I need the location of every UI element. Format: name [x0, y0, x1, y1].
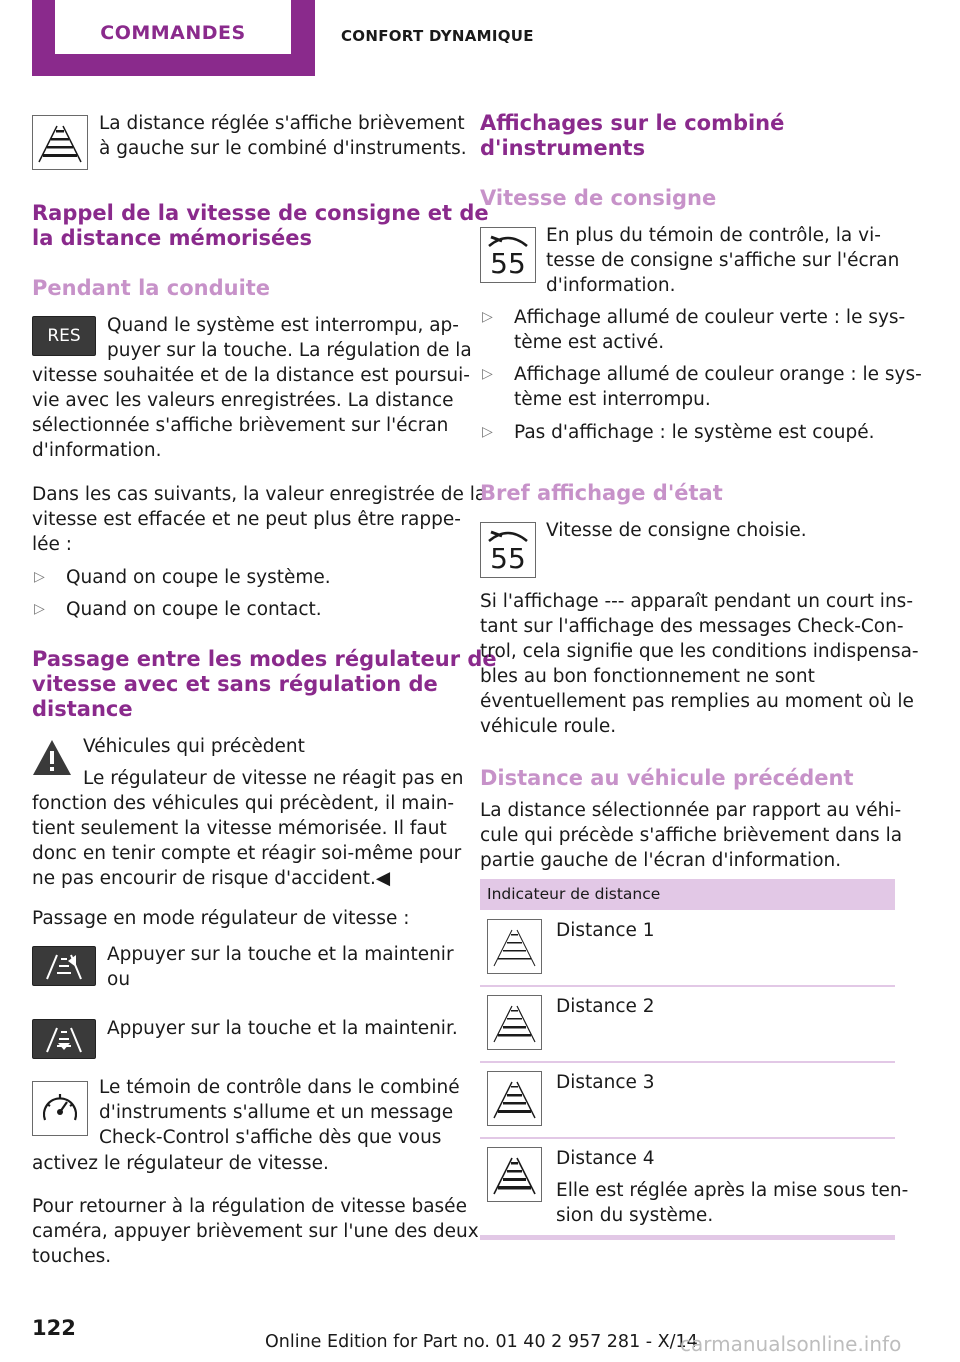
- table-divider: [480, 1061, 895, 1063]
- temoin-text-tail: activez le régulateur de vitesse.: [32, 1153, 329, 1174]
- si-line: éventuellement pas remplies au moment où le: [480, 691, 914, 712]
- distance-line: La distance sélectionnée par rapport au véhi-: [480, 800, 902, 821]
- list-line: tème est activé.: [514, 332, 665, 353]
- res-line: d'information.: [32, 440, 162, 461]
- cruise-mode-button-alt-icon: [32, 1019, 96, 1059]
- res-button-icon: [32, 316, 96, 356]
- cases-intro: [32, 482, 486, 557]
- heading-line: Rappel de la vitesse de consigne et de: [32, 201, 489, 225]
- chapter-tab-label[interactable]: COMMANDES: [100, 22, 246, 44]
- bullet-triangle-icon: ▷: [34, 569, 45, 585]
- heading-rappel: [32, 201, 489, 251]
- bref-text: Vitesse de consigne choisie.: [546, 520, 807, 541]
- retour-line: caméra, appuyer brièvement sur l'une des deux: [32, 1221, 479, 1242]
- res-line: puyer sur la touche. La régulation de la: [107, 340, 472, 361]
- list-item-text: [514, 362, 922, 412]
- bullet-triangle-icon: ▷: [482, 309, 493, 325]
- res-text-body: [32, 363, 470, 463]
- vitesse-text: [546, 223, 899, 298]
- table-header-label: Indicateur de distance: [487, 885, 661, 903]
- distance-2-icon: [487, 995, 542, 1050]
- heading-distance: Distance au véhicule précédent: [480, 766, 854, 790]
- list-item-text: [514, 305, 905, 355]
- cases-line: lée :: [32, 534, 73, 555]
- heading-conduite: Pendant la conduite: [32, 276, 271, 300]
- table-bottom-border: [480, 1235, 895, 1240]
- si-text: [480, 589, 919, 739]
- distance-3-icon: [487, 1071, 542, 1126]
- table-divider: [480, 1137, 895, 1139]
- distance-2-label: Distance 2: [556, 996, 655, 1017]
- intro-line: La distance réglée s'affiche brièvement: [99, 113, 465, 134]
- heading-bref: Bref affichage d'état: [480, 481, 723, 505]
- res-line: vitesse souhaitée et de la distance est poursui-: [32, 365, 470, 386]
- heading-affichages: [480, 111, 784, 161]
- res-text-head: [107, 313, 472, 363]
- set-speed-indicator-icon: [480, 227, 536, 283]
- list-line: Affichage allumé de couleur orange : le sys-: [514, 364, 922, 385]
- bullet-triangle-icon: ▷: [482, 424, 493, 440]
- cases-line: vitesse est effacée et ne peut plus être rappe-: [32, 509, 461, 530]
- distance-indicator-icon: [32, 115, 88, 170]
- speed-value: 55: [490, 542, 526, 575]
- warning-text-body: [32, 791, 461, 891]
- section-title: CONFORT DYNAMIQUE: [341, 27, 534, 45]
- heading-line: Passage entre les modes régulateur de: [32, 647, 497, 671]
- si-line: tant sur l'affichage des messages Check-Con-: [480, 616, 904, 637]
- heading-passage: [32, 647, 497, 722]
- set-speed-status-icon: [480, 522, 536, 578]
- intro-text: [99, 111, 467, 161]
- table-header: [480, 879, 895, 910]
- distance-1-label: Distance 1: [556, 920, 655, 941]
- speed-value: 55: [490, 247, 526, 280]
- list-item-text: Quand on coupe le système.: [66, 567, 331, 588]
- res-line: sélectionnée s'affiche brièvement sur l'écran: [32, 415, 449, 436]
- temoin-line: Le témoin de contrôle dans le combiné: [99, 1077, 460, 1098]
- watermark: carmanualsonline.info: [680, 1332, 902, 1356]
- cruise-mode-button-icon: [32, 946, 96, 986]
- heading-line: Affichages sur le combiné: [480, 111, 785, 135]
- distance-3-label: Distance 3: [556, 1072, 655, 1093]
- heading-line: vitesse avec et sans régulation de: [32, 672, 438, 696]
- temoin-line: d'instruments s'allume et un message: [99, 1102, 454, 1123]
- distance-4-note: [556, 1178, 908, 1228]
- distance-4-icon: [487, 1147, 542, 1202]
- note-line: Elle est réglée après la mise sous ten-: [556, 1180, 909, 1201]
- res-line: vie avec les valeurs enregistrées. La distance: [32, 390, 454, 411]
- edition-text: Online Edition for Part no. 01 40 2 957 281 - X/14: [265, 1332, 698, 1352]
- si-line: trol, cela signifie que les conditions indispensa-: [480, 641, 919, 662]
- warning-line: ne pas encourir de risque d'accident.◀: [32, 868, 391, 889]
- temoin-text-head: [99, 1075, 460, 1150]
- si-line: bles au bon fonctionnement ne sont: [480, 666, 815, 687]
- bullet-triangle-icon: ▷: [482, 366, 493, 382]
- heading-line: d'instruments: [480, 136, 646, 160]
- heading-vitesse: Vitesse de consigne: [480, 186, 717, 210]
- si-line: véhicule roule.: [480, 716, 617, 737]
- warning-line: fonction des véhicules qui précèdent, il main-: [32, 793, 455, 814]
- retour-line: touches.: [32, 1246, 112, 1267]
- list-item-text: Quand on coupe le contact.: [66, 599, 322, 620]
- distance-4-label: Distance 4: [556, 1148, 655, 1169]
- passage-mode-text: Passage en mode régulateur de vitesse :: [32, 908, 410, 929]
- cruise-control-indicator-icon: [32, 1081, 88, 1136]
- press-line: Appuyer sur la touche et la maintenir: [107, 944, 454, 965]
- warning-line: tient seulement la vitesse mémorisée. Il faut: [32, 818, 447, 839]
- res-line: Quand le système est interrompu, ap-: [107, 315, 459, 336]
- vitesse-line: d'information.: [546, 275, 676, 296]
- list-line: Affichage allumé de couleur verte : le sys-: [514, 307, 906, 328]
- press-hold-text: Appuyer sur la touche et la maintenir.: [107, 1018, 458, 1039]
- list-line: Pas d'affichage : le système est coupé.: [514, 422, 875, 443]
- warning-title: Véhicules qui précèdent: [83, 736, 305, 757]
- warning-text-head: Le régulateur de vitesse ne réagit pas en: [83, 768, 464, 789]
- warning-line: donc en tenir compte et réagir soi-même pour: [32, 843, 462, 864]
- list-item-text: [514, 420, 875, 445]
- retour-text: [32, 1194, 479, 1269]
- intro-line: à gauche sur le combiné d'instruments.: [99, 138, 467, 159]
- table-divider: [480, 985, 895, 987]
- press-hold-or-text: [107, 942, 454, 992]
- list-line: tème est interrompu.: [514, 389, 711, 410]
- temoin-line: Check-Control s'affiche dès que vous: [99, 1127, 442, 1148]
- res-label: RES: [47, 326, 81, 346]
- cases-line: Dans les cas suivants, la valeur enregistrée de la: [32, 484, 487, 505]
- bullet-triangle-icon: ▷: [34, 601, 45, 617]
- vitesse-line: tesse de consigne s'affiche sur l'écran: [546, 250, 900, 271]
- vitesse-line: En plus du témoin de contrôle, la vi-: [546, 225, 881, 246]
- distance-line: partie gauche de l'écran d'information.: [480, 850, 842, 871]
- note-line: sion du système.: [556, 1205, 714, 1226]
- distance-text: [480, 798, 902, 873]
- warning-triangle-icon: [32, 738, 72, 778]
- heading-line: la distance mémorisées: [32, 226, 313, 250]
- heading-line: distance: [32, 697, 133, 721]
- distance-1-icon: [487, 919, 542, 974]
- page-number: 122: [32, 1316, 76, 1340]
- distance-line: cule qui précède s'affiche brièvement dans la: [480, 825, 903, 846]
- press-line: ou: [107, 969, 131, 990]
- retour-line: Pour retourner à la régulation de vitesse basée: [32, 1196, 467, 1217]
- si-line: Si l'affichage --- apparaît pendant un court ins-: [480, 591, 913, 612]
